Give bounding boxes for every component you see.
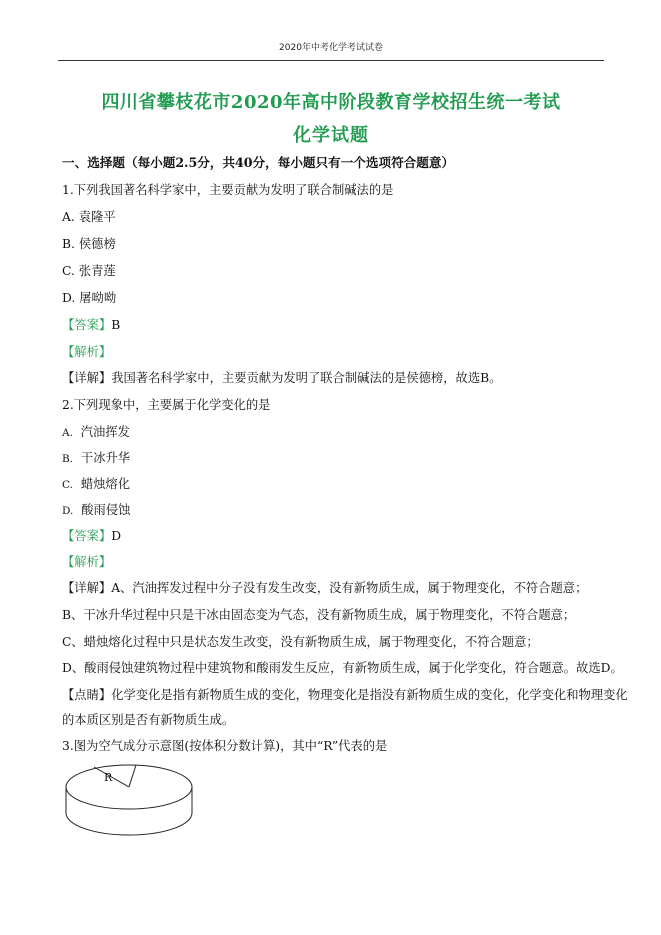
answer-value: D (111, 529, 122, 543)
sector-label: R (104, 771, 113, 784)
q2-option-c (62, 476, 130, 493)
q1-option-a: A. 袁隆平 (62, 210, 116, 224)
detail-text: 我国著名科学家中，主要贡献为发明了联合制碱法的是侯德榜，故选B。 (111, 371, 502, 385)
q1-stem: 1.下列我国著名科学家中，主要贡献为发明了联合制碱法的是 (62, 183, 394, 197)
detail-label: 【详解】 (62, 371, 112, 385)
answer-value: B (111, 318, 121, 332)
comment-label: 【点睛】 (62, 688, 112, 702)
option-text: 汽油挥发 (80, 425, 130, 439)
q2-comment (62, 687, 628, 703)
q1-detail (62, 370, 501, 386)
q2-detail-c: C、蜡烛熔化过程中只是状态发生改变，没有新物质生成，属于物理变化，不符合题意； (62, 635, 539, 649)
detail-label: 【详解】 (62, 581, 112, 595)
q1-analysis-label: 【解析】 (62, 345, 112, 359)
exam-title: 四川省攀枝花市2020年高中阶段教育学校招生统一考试 (101, 92, 561, 113)
q1-option-c: C. 张青莲 (62, 264, 116, 278)
option-letter: C. (62, 479, 73, 491)
option-text: 酸雨侵蚀 (81, 503, 131, 517)
option-text: 干冰升华 (80, 451, 131, 465)
section-heading: 一、选择题（每小题2.5分，共40分，每小题只有一个选项符合题意） (62, 155, 455, 170)
page-header: 2020年中考化学考试试卷 (279, 43, 383, 53)
q1-option-b: B. 侯德榜 (62, 237, 116, 251)
air-composition-cylinder-figure (64, 760, 196, 846)
q1-option-d: D. 屠呦呦 (62, 291, 117, 305)
option-letter: B. (62, 453, 74, 465)
comment-text: 化学变化是指有新物质生成的变化，物理变化是指没有新物质生成的变化，化学变化和物理变化 (111, 688, 628, 702)
answer-label: 【答案】 (62, 529, 112, 543)
option-text: 蜡烛熔化 (80, 477, 131, 491)
detail-text: A、汽油挥发过程中分子没有发生改变，没有新物质生成，属于物理变化，不符合题意； (111, 581, 588, 595)
q2-detail-b: B、干冰升华过程中只是干冰由固态变为气态，没有新物质生成，属于物理变化，不符合题意； (62, 608, 576, 622)
q2-detail-a (62, 580, 587, 596)
q2-option-b (62, 450, 130, 467)
q2-option-d (62, 502, 130, 519)
q2-stem: 2.下列现象中，主要属于化学变化的是 (62, 398, 271, 412)
q2-analysis-label: 【解析】 (62, 555, 112, 569)
q2-option-a (62, 424, 130, 441)
option-letter: A. (62, 427, 73, 439)
q3-stem: 3.图为空气成分示意图(按体积分数计算)，其中“R”代表的是 (62, 739, 388, 753)
header-divider (58, 60, 604, 61)
q2-answer (62, 528, 121, 544)
q2-comment-cont: 的本质区别是否有新物质生成。 (62, 713, 235, 727)
answer-label: 【答案】 (62, 318, 112, 332)
q1-answer (62, 317, 120, 333)
option-letter: D. (62, 505, 74, 517)
exam-subtitle: 化学试题 (293, 125, 369, 146)
q2-detail-d: D、酸雨侵蚀建筑物过程中建筑物和酸雨发生反应，有新物质生成，属于化学变化，符合题意。故选D。 (62, 661, 623, 675)
